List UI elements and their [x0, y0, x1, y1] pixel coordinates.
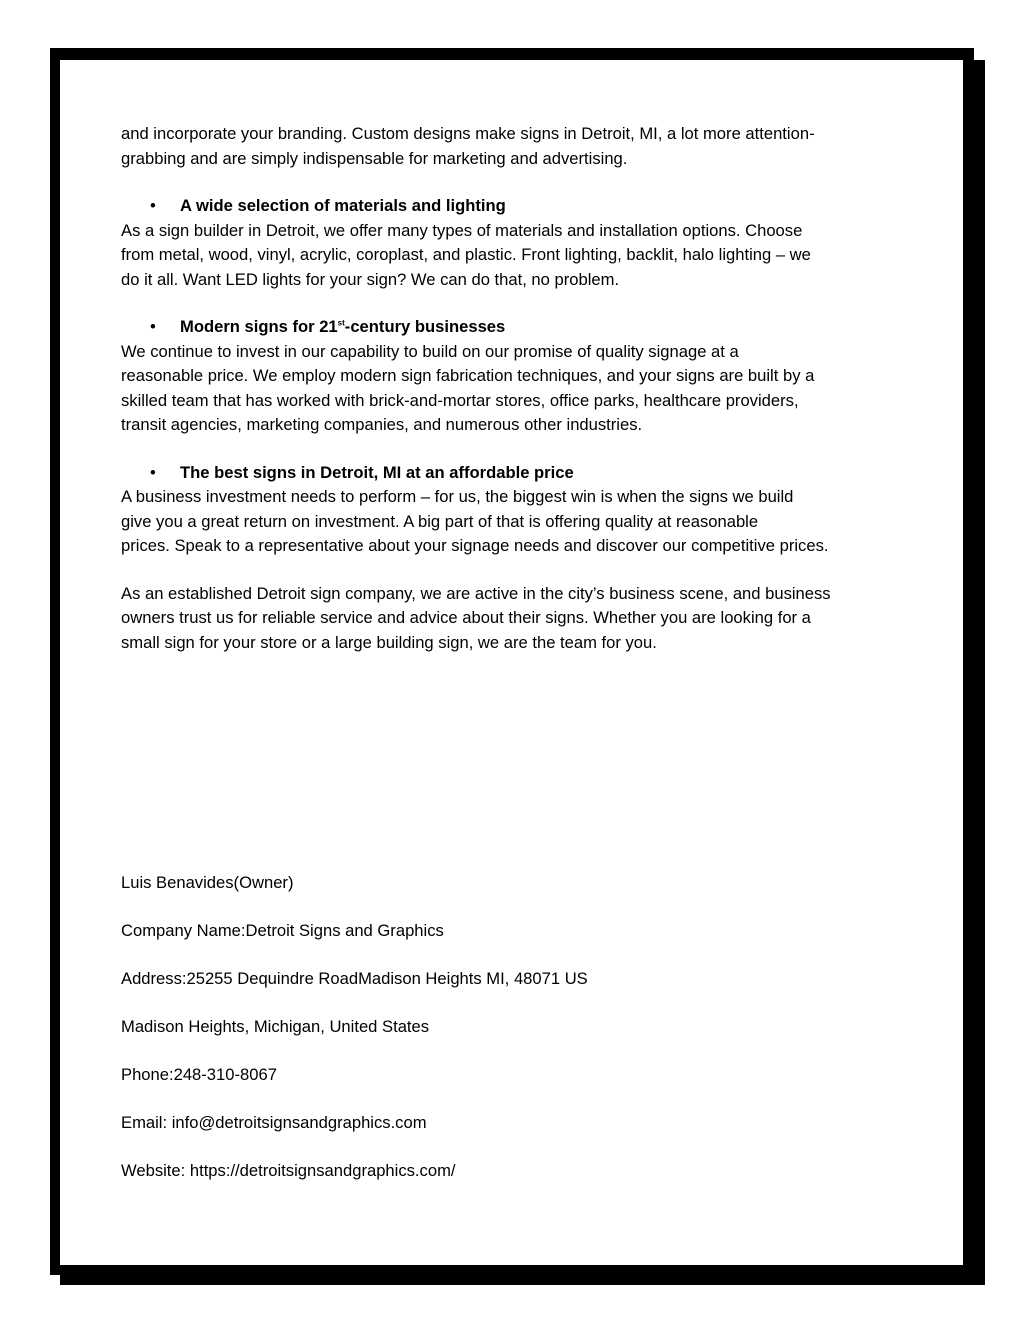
contact-location: Madison Heights, Michigan, United States	[121, 1017, 430, 1036]
contact-website: Website: https://detroitsignsandgraphics.com/	[121, 1161, 456, 1180]
paragraph-line: As an established Detroit sign company, we are active in the city’s business scene, and business	[121, 583, 831, 603]
paragraph-line: reasonable price. We employ modern sign fabrication techniques, and your signs are built by a	[121, 366, 815, 385]
paragraph-line: transit agencies, marketing companies, and numerous other industries.	[121, 415, 643, 434]
paragraph-line: give you a great return on investment. A big part of that is offering quality at reasonable	[121, 511, 759, 531]
contact-email: Email: info@detroitsignsandgraphics.com	[121, 1113, 427, 1132]
paragraph-line: prices. Speak to a representative about your signage needs and discover our competitive prices.	[121, 536, 829, 555]
section-heading-text: A wide selection of materials and lighting	[180, 196, 506, 215]
section-heading-text: Modern signs for 21	[180, 317, 338, 336]
bullet-icon: •	[150, 462, 156, 482]
section-heading-materials	[121, 194, 903, 219]
document-body	[121, 122, 903, 655]
paragraph-line: A business investment needs to perform – for us, the biggest win is when the signs we build	[121, 487, 794, 506]
intro-line: grabbing and are simply indispensable for marketing and advertising.	[121, 148, 628, 168]
superscript: st	[337, 318, 345, 328]
contact-phone: Phone:248-310-8067	[121, 1065, 277, 1084]
paragraph-line: do it all. Want LED lights for your sign? We can do that, no problem.	[121, 269, 620, 289]
paragraph-line: from metal, wood, vinyl, acrylic, coroplast, and plastic. Front lighting, backlit, halo lighting – we	[121, 245, 811, 264]
contact-company: Company Name:Detroit Signs and Graphics	[121, 921, 444, 940]
intro-line: and incorporate your branding. Custom designs make signs in Detroit, MI, a lot more attention-	[121, 124, 815, 143]
section-heading-text: The best signs in Detroit, MI at an affordable price	[180, 462, 574, 482]
section-heading-modern	[121, 315, 903, 340]
section-heading-affordable	[121, 461, 903, 486]
bullet-icon: •	[150, 196, 156, 215]
contact-address: Address:25255 Dequindre RoadMadison Heights MI, 48071 US	[121, 969, 588, 988]
document-page	[60, 60, 963, 1265]
paragraph-line: We continue to invest in our capability to build on our promise of quality signage at a	[121, 341, 739, 361]
section-heading-text: -century businesses	[344, 317, 506, 336]
paragraph-line: As a sign builder in Detroit, we offer many types of materials and installation options. Choose	[121, 220, 803, 240]
paragraph-line: skilled team that has worked with brick-and-mortar stores, office parks, healthcare providers,	[121, 390, 799, 410]
paragraph-line: small sign for your store or a large building sign, we are the team for you.	[121, 632, 657, 652]
paragraph-line: owners trust us for reliable service and advice about their signs. Whether you are looking for a	[121, 608, 811, 627]
bullet-icon: •	[150, 317, 156, 336]
contact-block	[121, 871, 903, 1207]
contact-owner: Luis Benavides(Owner)	[121, 873, 294, 892]
